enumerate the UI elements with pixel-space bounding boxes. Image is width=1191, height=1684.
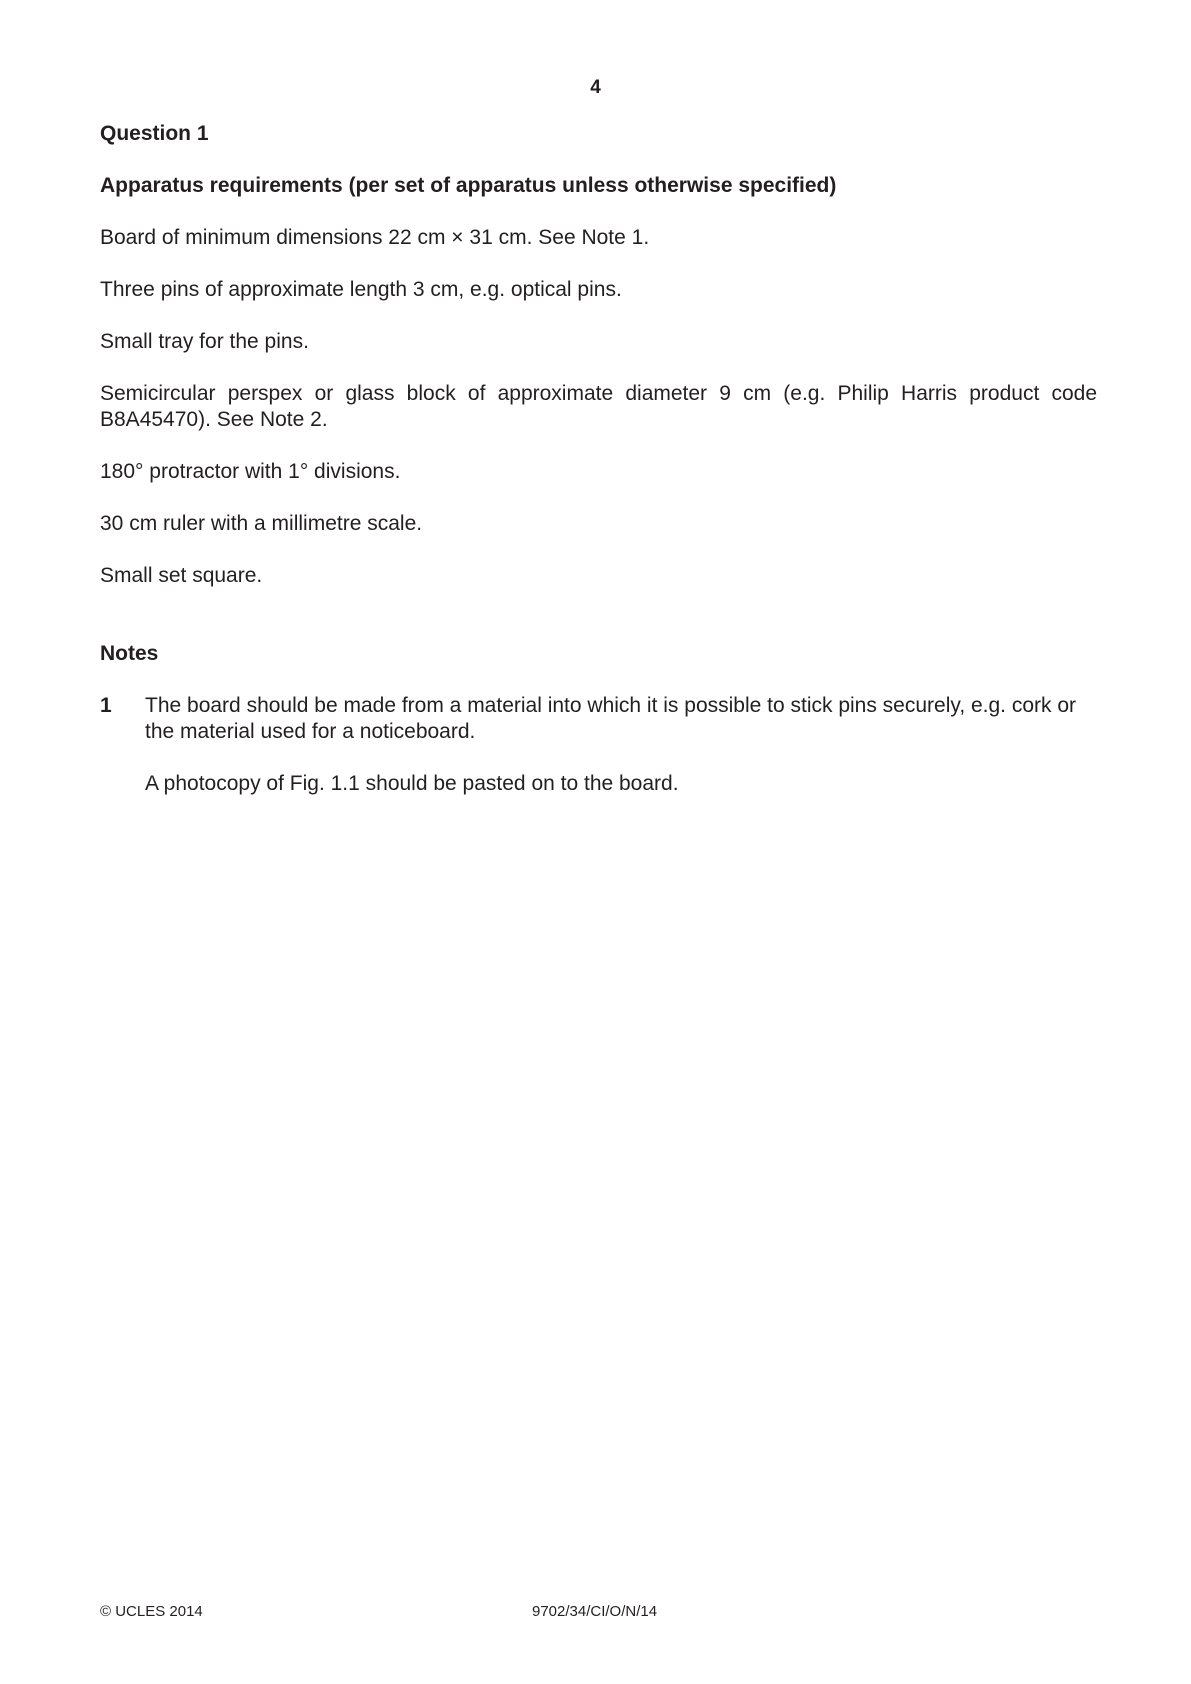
footer-copyright: © UCLES 2014 xyxy=(100,1603,203,1620)
note-paragraph: The board should be made from a material into which it is possible to stick pins securely, e.g. cork or the material used for a noticeboard. xyxy=(145,694,1077,743)
page-number: 4 xyxy=(590,77,601,98)
apparatus-item-pins: Three pins of approximate length 3 cm, e.g. optical pins. xyxy=(100,278,622,301)
apparatus-heading: Apparatus requirements (per set of apparatus unless otherwise specified) xyxy=(100,174,837,197)
document-body xyxy=(100,121,1097,823)
apparatus-item-set-square: Small set square. xyxy=(100,564,263,587)
note-item xyxy=(100,693,1097,797)
note-number: 1 xyxy=(100,694,112,717)
apparatus-item-protractor: 180° protractor with 1° divisions. xyxy=(100,460,401,483)
apparatus-item-board: Board of minimum dimensions 22 cm × 31 cm. See Note 1. xyxy=(100,226,650,249)
apparatus-item-tray: Small tray for the pins. xyxy=(100,330,309,353)
apparatus-item-glass-block: Semicircular perspex or glass block of approximate diameter 9 cm (e.g. Philip Harris product code B8A45470). See Note 2. xyxy=(100,382,1097,431)
notes-heading: Notes xyxy=(100,642,159,665)
footer-code: 9702/34/CI/O/N/14 xyxy=(532,1603,658,1620)
note-paragraph: A photocopy of Fig. 1.1 should be pasted on to the board. xyxy=(145,772,679,795)
question-title: Question 1 xyxy=(100,122,209,145)
note-body xyxy=(145,693,1097,797)
apparatus-item-ruler: 30 cm ruler with a millimetre scale. xyxy=(100,512,423,535)
